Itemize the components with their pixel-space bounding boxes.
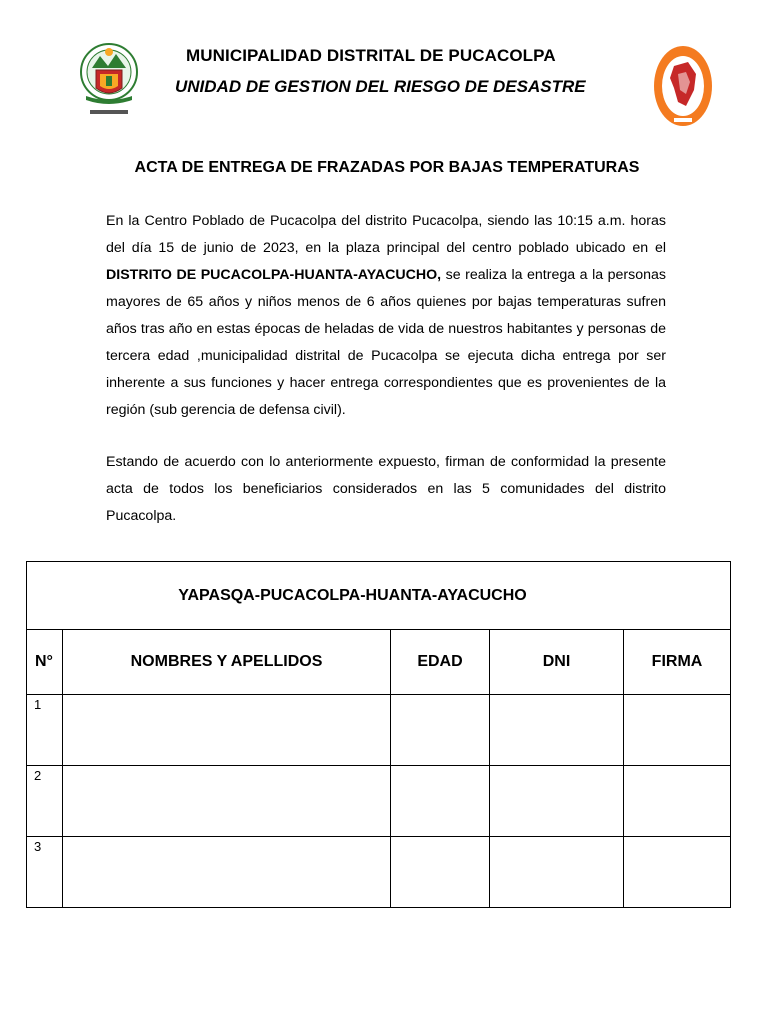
age-cell	[391, 837, 490, 908]
dni-cell	[490, 766, 624, 837]
row-number: 1	[27, 695, 63, 766]
beneficiaries-table	[26, 561, 731, 908]
row-number: 3	[27, 837, 63, 908]
table-row	[27, 837, 731, 908]
col-name-header: NOMBRES Y APELLIDOS	[63, 630, 391, 695]
age-cell	[391, 766, 490, 837]
agreement-paragraph: Estando de acuerdo con lo anteriormente expuesto, firman de conformidad la presente acta de todos los beneficiarios considerados en las 5 comunidades del distrito Pucacolpa.	[106, 454, 666, 524]
dni-cell	[490, 837, 624, 908]
municipal-coat-of-arms-icon	[78, 38, 140, 120]
col-signature-header: FIRMA	[624, 630, 731, 695]
community-name: YAPASQA-PUCACOLPA-HUANTA-AYACUCHO	[178, 586, 527, 604]
intro-text-part1: En la Centro Poblado de Pucacolpa del distrito Pucacolpa, siendo las 10:15 a.m. horas del día 15 de junio de 2023, en la plaza principal del centro poblado ubicado en el	[106, 213, 666, 256]
header-title: MUNICIPALIDAD DISTRITAL DE PUCACOLPA	[186, 46, 556, 65]
table-header-row	[27, 630, 731, 695]
name-cell	[63, 837, 391, 908]
document-title: ACTA DE ENTREGA DE FRAZADAS POR BAJAS TEMPERATURAS	[134, 159, 640, 176]
intro-text-part2: se realiza la entrega a la personas mayores de 65 años y niños menos de 6 años quienes por bajas temperaturas sufren años tras año en estas épocas de heladas de vida de nuestros habitantes y personas de tercera edad ,municipalidad distrital de Pucacolpa se ejecuta dicha entrega por ser inherente a sus funciones y hacer entrega correspondientes que es provenientes de la región (sub gerencia de defensa civil).	[106, 267, 666, 418]
name-cell	[63, 695, 391, 766]
col-dni-header: DNI	[490, 630, 624, 695]
dni-cell	[490, 695, 624, 766]
name-cell	[63, 766, 391, 837]
signature-cell	[624, 837, 731, 908]
indeci-peru-seal-icon	[652, 44, 714, 128]
signature-cell	[624, 766, 731, 837]
header-subtitle: UNIDAD DE GESTION DEL RIESGO DE DESASTRE	[175, 77, 586, 96]
col-number-header: N°	[27, 630, 63, 695]
col-age-header: EDAD	[391, 630, 490, 695]
community-header	[27, 562, 731, 630]
row-number: 2	[27, 766, 63, 837]
age-cell	[391, 695, 490, 766]
table-row	[27, 766, 731, 837]
table-row	[27, 695, 731, 766]
signature-cell	[624, 695, 731, 766]
district-name: DISTRITO DE PUCACOLPA-HUANTA-AYACUCHO,	[106, 267, 442, 283]
intro-paragraph	[106, 208, 666, 424]
